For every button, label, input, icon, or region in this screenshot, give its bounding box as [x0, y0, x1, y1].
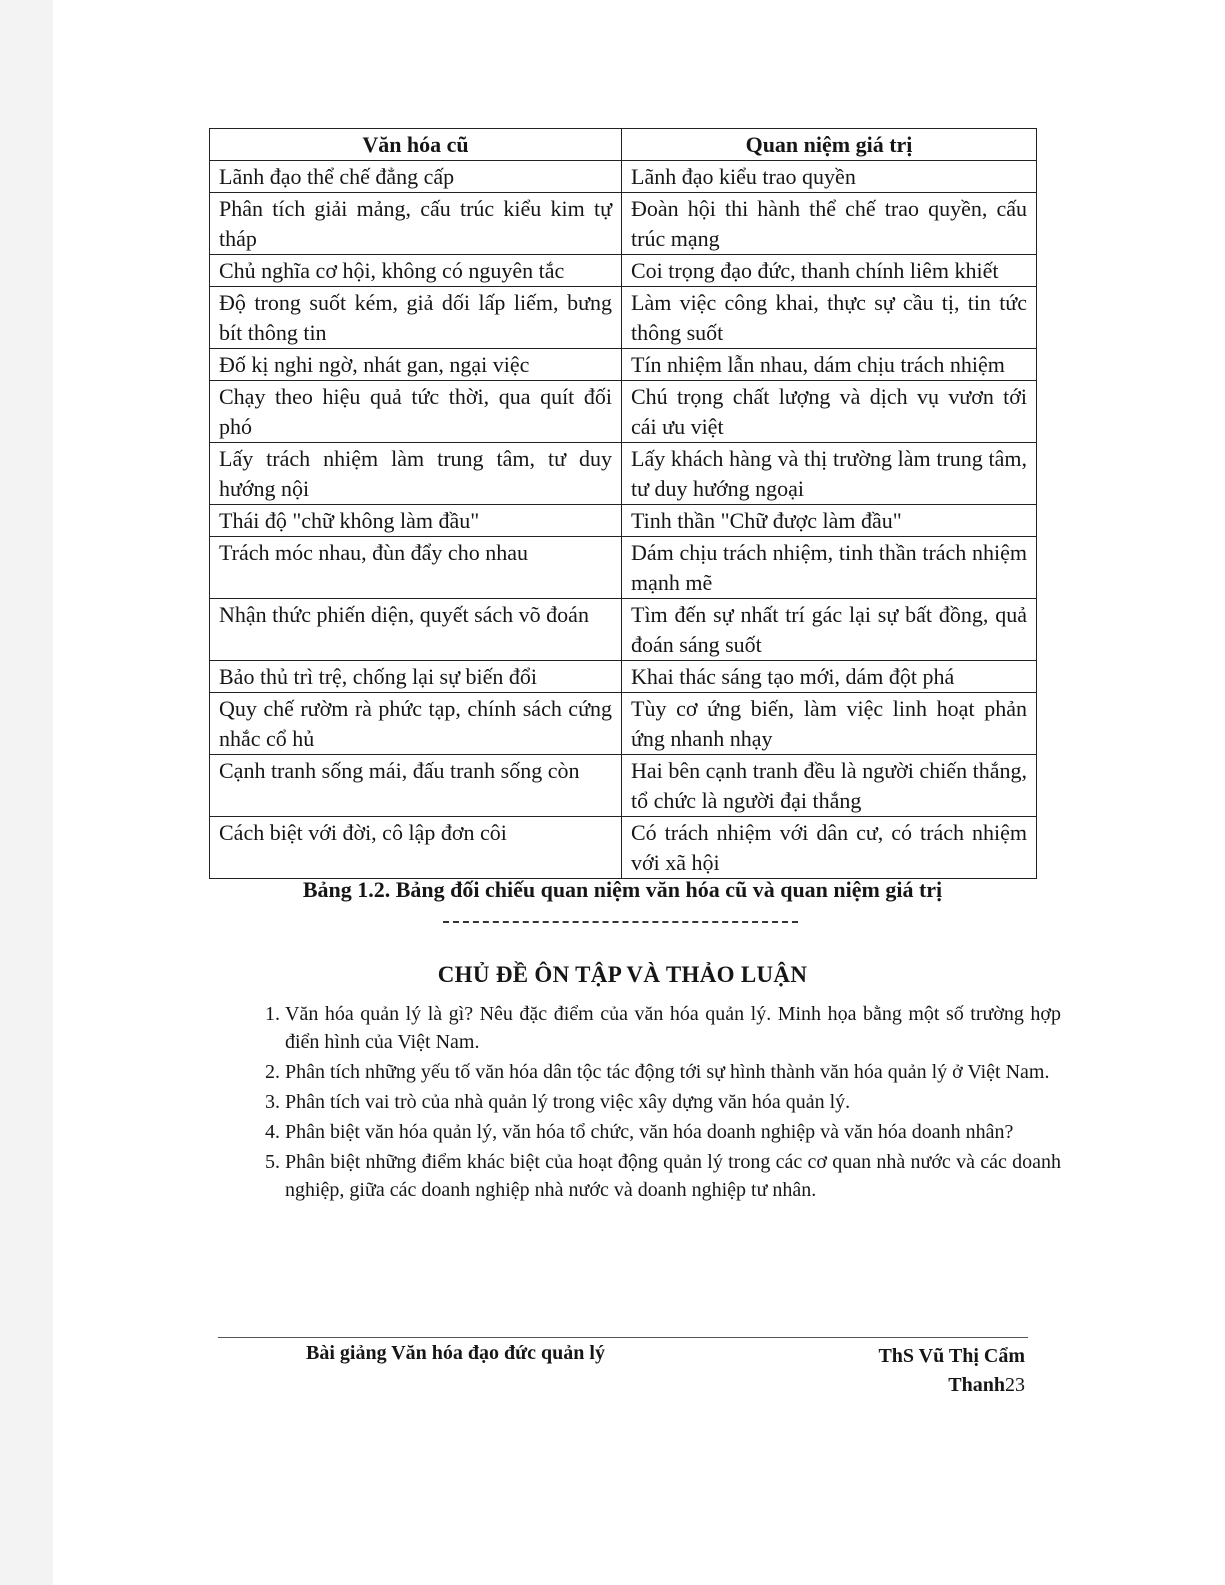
old-culture-cell: Trách móc nhau, đùn đẩy cho nhau: [210, 537, 622, 599]
table-row: [210, 381, 1037, 443]
section-title: CHỦ ĐỀ ÔN TẬP VÀ THẢO LUẬN: [437, 962, 808, 987]
page-number: 23: [1005, 1374, 1025, 1396]
old-culture-cell: Phân tích giải mảng, cấu trúc kiểu kim tự tháp: [210, 193, 622, 255]
comparison-table: [209, 128, 1037, 879]
table-row: [210, 255, 1037, 287]
header-value-concept: Quan niệm giá trị: [622, 129, 1037, 161]
old-culture-cell: Nhận thức phiến diện, quyết sách võ đoán: [210, 599, 622, 661]
value-concept-cell: Chú trọng chất lượng và dịch vụ vươn tới cái ưu việt: [622, 381, 1037, 443]
value-concept-cell: Đoàn hội thi hành thể chế trao quyền, cấu trúc mạng: [622, 193, 1037, 255]
footer-rule: [218, 1337, 1028, 1338]
question-item: 3. Phân tích vai trò của nhà quản lý trong việc xây dựng văn hóa quản lý.: [285, 1088, 1061, 1116]
question-item: 2. Phân tích những yếu tố văn hóa dân tộc tác động tới sự hình thành văn hóa quản lý ở Việt Nam.: [285, 1058, 1061, 1086]
header-old-culture: Văn hóa cũ: [210, 129, 622, 161]
value-concept-cell: Tìm đến sự nhất trí gác lại sự bất đồng, quả đoán sáng suốt: [622, 599, 1037, 661]
table-header-row: [210, 129, 1037, 161]
table-row: [210, 505, 1037, 537]
table-row: [210, 161, 1037, 193]
document-page: [53, 0, 1225, 1585]
footer-author: [813, 1342, 1025, 1400]
table-row: [210, 817, 1037, 879]
table-row: [210, 537, 1037, 599]
value-concept-cell: Tín nhiệm lẫn nhau, dám chịu trách nhiệm: [622, 349, 1037, 381]
value-concept-cell: Lãnh đạo kiểu trao quyền: [622, 161, 1037, 193]
old-culture-cell: Lãnh đạo thể chế đẳng cấp: [210, 161, 622, 193]
value-concept-cell: Dám chịu trách nhiệm, tinh thần trách nhiệm mạnh mẽ: [622, 537, 1037, 599]
old-culture-cell: Quy chế rườm rà phức tạp, chính sách cứng nhắc cổ hủ: [210, 693, 622, 755]
question-item: 1. Văn hóa quản lý là gì? Nêu đặc điểm của văn hóa quản lý. Minh họa bằng một số trường hợp điển hình của Việt Nam.: [285, 1000, 1061, 1056]
question-item: 5. Phân biệt những điểm khác biệt của hoạt động quản lý trong các cơ quan nhà nước và các doanh nghiệp, giữa các doanh nghiệp nhà nước và doanh nghiệp tư nhân.: [285, 1148, 1061, 1204]
old-culture-cell: Độ trong suốt kém, giả dối lấp liếm, bưng bít thông tin: [210, 287, 622, 349]
value-concept-cell: Coi trọng đạo đức, thanh chính liêm khiết: [622, 255, 1037, 287]
value-concept-cell: Tùy cơ ứng biến, làm việc linh hoạt phản ứng nhanh nhạy: [622, 693, 1037, 755]
table-row: [210, 599, 1037, 661]
value-concept-cell: Khai thác sáng tạo mới, dám đột phá: [622, 661, 1037, 693]
discussion-questions: [249, 1000, 1061, 1206]
value-concept-cell: Làm việc công khai, thực sự cầu tị, tin tức thông suốt: [622, 287, 1037, 349]
table-row: [210, 693, 1037, 755]
old-culture-cell: Lấy trách nhiệm làm trung tâm, tư duy hướng nội: [210, 443, 622, 505]
question-item: 4. Phân biệt văn hóa quản lý, văn hóa tổ chức, văn hóa doanh nghiệp và văn hóa doanh nhân?: [285, 1118, 1061, 1146]
table-caption: Bảng 1.2. Bảng đối chiếu quan niệm văn hóa cũ và quan niệm giá trị: [302, 877, 943, 902]
old-culture-cell: Cạnh tranh sống mái, đấu tranh sống còn: [210, 755, 622, 817]
footer-course-title: Bài giảng Văn hóa đạo đức quản lý: [306, 1342, 605, 1364]
dashed-divider: [443, 921, 798, 923]
footer-author-surname: Thanh: [948, 1374, 1005, 1396]
old-culture-cell: Chủ nghĩa cơ hội, không có nguyên tắc: [210, 255, 622, 287]
value-concept-cell: Tinh thần "Chữ được làm đầu": [622, 505, 1037, 537]
table-row: [210, 349, 1037, 381]
old-culture-cell: Đố kị nghi ngờ, nhát gan, ngại việc: [210, 349, 622, 381]
table-row: [210, 287, 1037, 349]
footer-author-line2: [813, 1371, 1025, 1400]
old-culture-cell: Chạy theo hiệu quả tức thời, qua quít đối phó: [210, 381, 622, 443]
value-concept-cell: Hai bên cạnh tranh đều là người chiến thắng, tổ chức là người đại thắng: [622, 755, 1037, 817]
table-row: [210, 193, 1037, 255]
value-concept-cell: Có trách nhiệm với dân cư, có trách nhiệm với xã hội: [622, 817, 1037, 879]
old-culture-cell: Cách biệt với đời, cô lập đơn côi: [210, 817, 622, 879]
old-culture-cell: Bảo thủ trì trệ, chống lại sự biến đổi: [210, 661, 622, 693]
old-culture-cell: Thái độ "chữ không làm đầu": [210, 505, 622, 537]
table-row: [210, 661, 1037, 693]
table-row: [210, 755, 1037, 817]
table-row: [210, 443, 1037, 505]
footer-author-line1: ThS Vũ Thị Cẩm: [878, 1345, 1025, 1367]
value-concept-cell: Lấy khách hàng và thị trường làm trung tâm, tư duy hướng ngoại: [622, 443, 1037, 505]
